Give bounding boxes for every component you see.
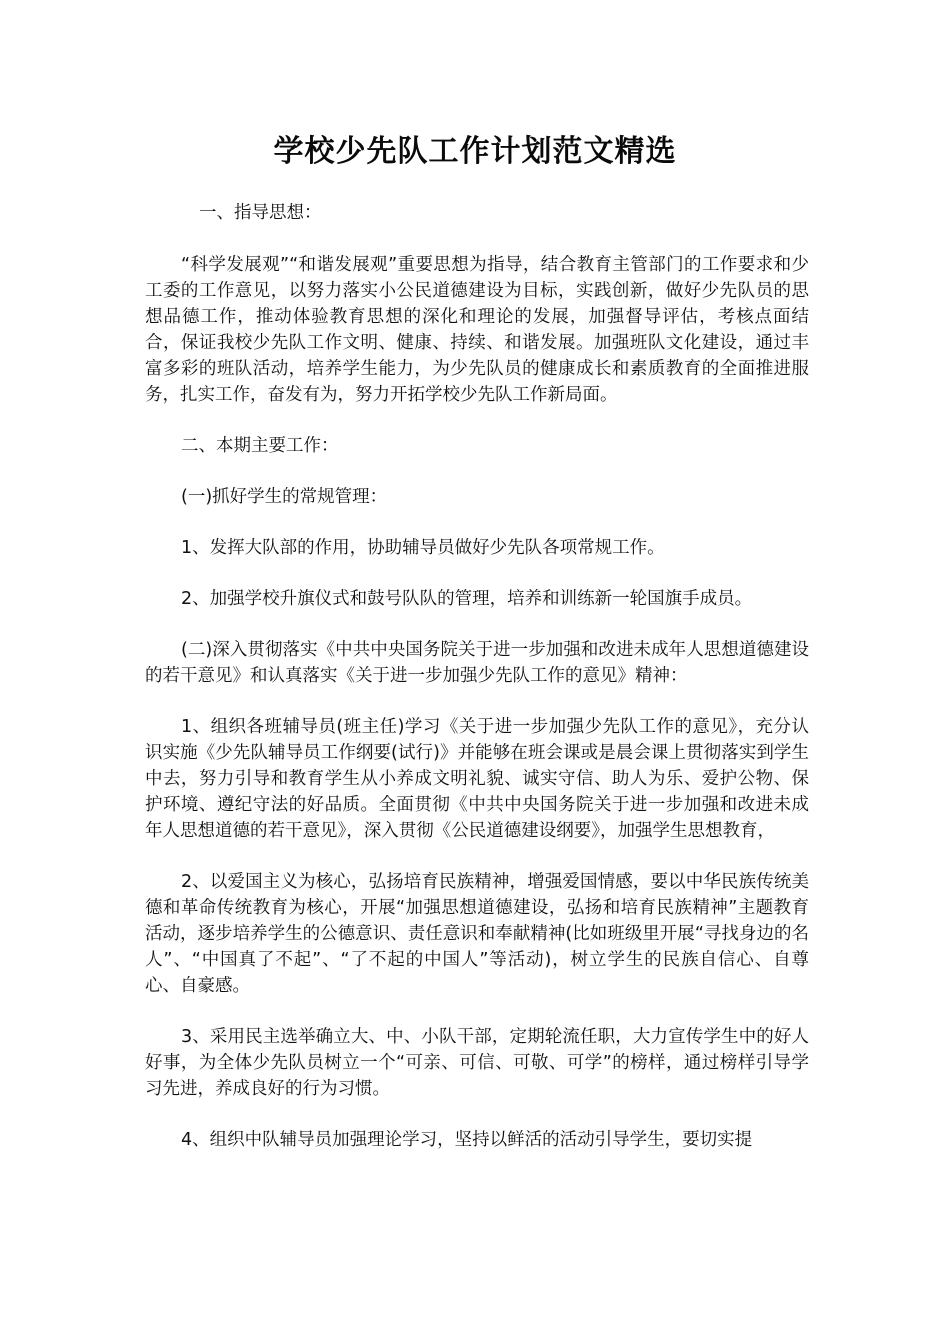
list-item-3-election: 3、采用民主选举确立大、中、小队干部，定期轮流任职，大力宣传学生中的好人好事，为全体少先队员树立一个“可亲、可信、可敬、可学”的榜样，通过榜样引导学习先进，养成良好的行为习惯。 xyxy=(145,1027,809,1099)
section-heading-guiding-ideology: 一、指导思想： xyxy=(199,203,322,223)
document-body xyxy=(145,200,809,1178)
subsection-heading-routine-management: (一)抓好学生的常规管理： xyxy=(181,487,388,507)
section-heading-main-work: 二、本期主要工作： xyxy=(181,436,339,456)
paragraph-guiding-ideology: “科学发展观”“和谐发展观”重要思想为指导，结合教育主管部门的工作要求和少工委的工作意见，以努力落实小公民道德建设为目标，实践创新，做好少先队员的思想品德工作，推动体验教育思想的深化和理论的发展，加强督导评估，考核点面结合，保证我校少先队工作文明、健康、持续、和谐发展。加强班队文化建设，通过丰富多彩的班队活动，培养学生能力，为少先队员的健康成长和素质教育的全面推进服务，扎实工作，奋发有为，努力开拓学校少先队工作新局面。 xyxy=(145,255,809,405)
list-item-4-training: 4、组织中队辅导员加强理论学习，坚持以鲜活的活动引导学生，要切实提 xyxy=(181,1130,753,1150)
list-item-1-study: 1、组织各班辅导员(班主任)学习《关于进一步加强少先队工作的意见》，充分认识实施《少先队辅导员工作纲要(试行)》并能够在班会课或是晨会课上贯彻落实到学生中去，努力引导和教育学生从小养成文明礼貌、诚实守信、助人为乐、爱护公物、保护环境、遵纪守法的好品质。全面贯彻《中共中央国务院关于进一步加强和改进未成年人思想道德的若干意见》，深入贯彻《公民道德建设纲要》，加强学生思想教育， xyxy=(145,717,809,841)
list-item-2-patriotism: 2、以爱国主义为核心，弘扬培育民族精神，增强爱国情感，要以中华民族传统美德和革命传统教育为核心，开展“加强思想道德建设，弘扬和培育民族精神”主题教育活动，逐步培养学生的公德意识、责任意识和奉献精神(比如班级里开展“寻找身边的名人”、“中国真了不起”、“了不起的中国人”等活动)，树立学生的民族自信心、自尊心、自豪感。 xyxy=(145,872,809,996)
document-title: 学校少先队工作计划范文精选 xyxy=(273,134,677,169)
subsection-heading-implementation: (二)深入贯彻落实《中共中央国务院关于进一步加强和改进未成年人思想道德建设的若干意见》和认真落实《关于进一步加强少先队工作的意见》精神： xyxy=(145,640,809,686)
list-item-2: 2、加强学校升旗仪式和鼓号队队的管理，培养和训练新一轮国旗手成员。 xyxy=(181,589,753,609)
list-item-1: 1、发挥大队部的作用，协助辅导员做好少先队各项常规工作。 xyxy=(181,538,665,558)
